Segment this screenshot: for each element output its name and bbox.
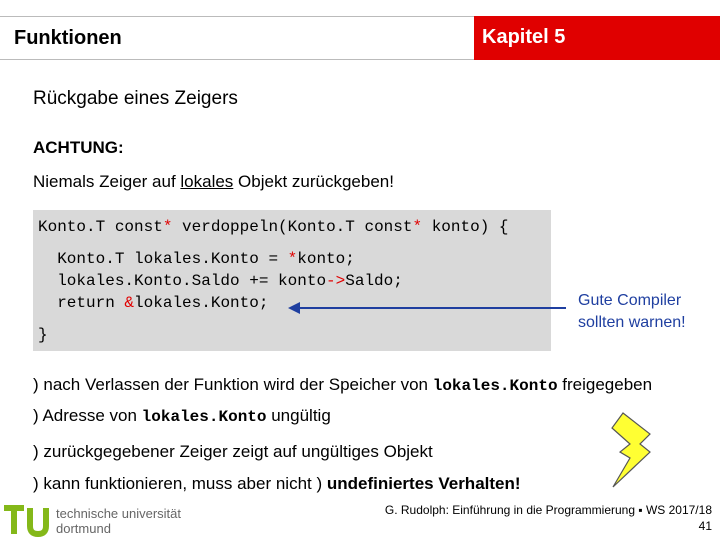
- footer-credit: [385, 502, 712, 534]
- logo-line-1: technische universität: [56, 506, 182, 521]
- code-line-5: }: [38, 326, 48, 344]
- logo-line-2: dortmund: [56, 521, 111, 536]
- page-number: 41: [698, 519, 712, 533]
- bullet-1: ) nach Verlassen der Funktion wird der Speicher von lokales.Konto freigegeben: [33, 375, 653, 395]
- bullet-2: ) Adresse von lokales.Konto ungültig: [33, 406, 331, 426]
- code-line-3: lokales.Konto.Saldo += konto->Saldo;: [38, 272, 403, 290]
- footer-credit-text: G. Rudolph: Einführung in die Programmierung ▪ WS 2017/18: [384, 503, 712, 517]
- warning-underlined: lokales: [180, 172, 234, 191]
- warning-pre: Niemals Zeiger auf: [33, 172, 181, 191]
- arrow-left-icon: [288, 302, 566, 314]
- bullet-4: ) kann funktionieren, muss aber nicht ) undefiniertes Verhalten!: [33, 474, 521, 493]
- warning-post: Objekt zurückgeben!: [233, 172, 394, 191]
- lightning-icon: [612, 413, 650, 487]
- code-line-2: Konto.T lokales.Konto = *konto;: [38, 250, 355, 268]
- header-title: Funktionen: [14, 27, 122, 49]
- chapter-title: Kapitel 5: [482, 26, 566, 48]
- achtung-label: ACHTUNG:: [33, 138, 124, 157]
- callout-line-1: Gute Compiler: [578, 292, 682, 309]
- tu-dortmund-logo: [0, 500, 200, 540]
- bullet-3: ) zurückgegebener Zeiger zeigt auf ungültiges Objekt: [33, 442, 433, 461]
- callout-line-2: sollten warnen!: [578, 314, 686, 331]
- code-line-4: return &lokales.Konto;: [38, 294, 269, 312]
- code-line-1: Konto.T const* verdoppeln(Konto.T const* konto) {: [38, 218, 509, 236]
- slide-title: Rückgabe eines Zeigers: [33, 88, 238, 109]
